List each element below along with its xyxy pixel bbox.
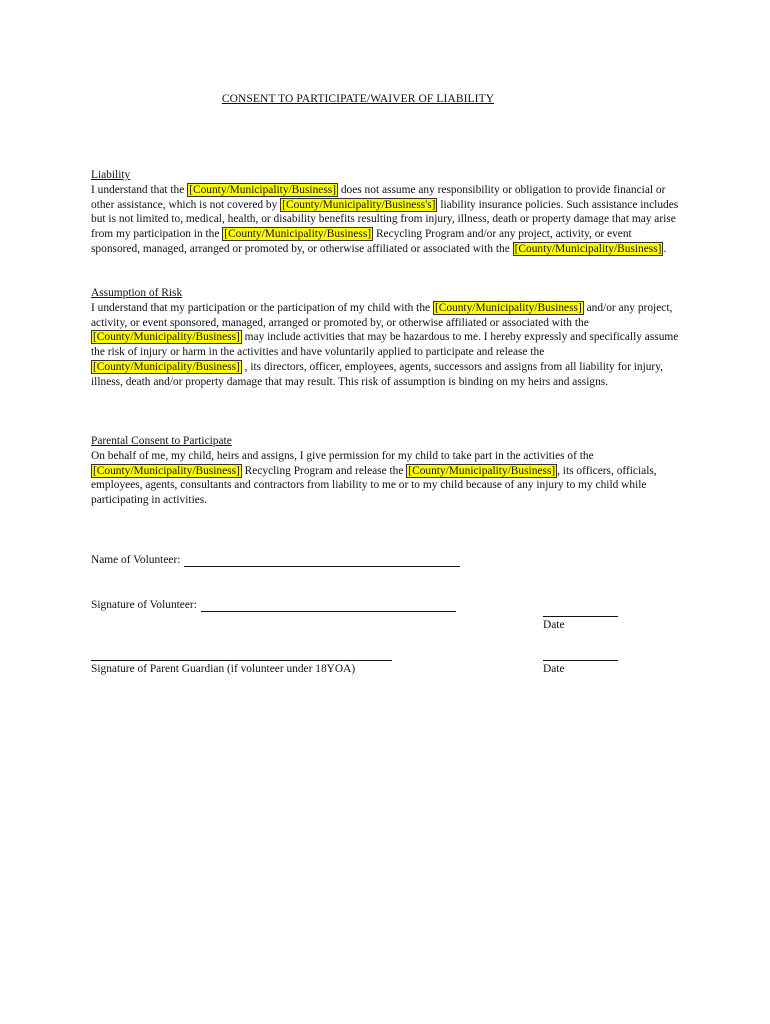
placeholder-highlight[interactable]: [County/Municipality/Business] bbox=[93, 464, 240, 477]
risk-text-3: may include activities that may be hazardous to me. I hereby expressly and specifically assume the risk of injury or harm in the activities and have voluntarily applied to participate and release the bbox=[91, 331, 679, 359]
volunteer-name-label: Name of Volunteer: bbox=[91, 554, 181, 566]
placeholder-highlight[interactable]: [County/Municipality/Business] bbox=[434, 301, 582, 314]
risk-paragraph bbox=[91, 301, 681, 390]
placeholder-highlight[interactable]: [County/Municipality/Business] bbox=[189, 183, 336, 196]
volunteer-date-label: Date bbox=[543, 619, 565, 631]
volunteer-signature-field bbox=[91, 598, 456, 612]
assumption-of-risk-section bbox=[91, 286, 681, 390]
parental-heading: Parental Consent to Participate bbox=[91, 435, 232, 447]
document-title: CONSENT TO PARTICIPATE/WAIVER OF LIABILITY bbox=[221, 93, 495, 105]
risk-text-4: , its directors, officer, employees, agents, successors and assigns from all liability for injury, illness, death and/or property damage that may result. This risk of assumption is binding on my heirs and assigns. bbox=[91, 360, 664, 388]
liability-text-1: I understand that the bbox=[91, 183, 188, 196]
liability-text-3: liability insurance policies. Such assistance includes but is not limited to, medical, health, or disability benefits resulting from injury, illness, death or property damage that may arise from my participation in the bbox=[91, 198, 679, 241]
liability-text-4: Recycling Program and/or any project, activity, or event sponsored, managed, arranged or promoted by, or otherwise affiliated or associated with the bbox=[91, 228, 632, 255]
guardian-date-line[interactable] bbox=[543, 660, 618, 661]
risk-text-2: and/or any project, activity, or event sponsored, managed, arranged or promoted by, or otherwise affiliated or associated with the bbox=[91, 301, 673, 329]
volunteer-signature-line[interactable] bbox=[201, 601, 456, 612]
volunteer-name-field bbox=[91, 553, 460, 567]
liability-text-2: does not assume any responsibility or obligation to provide financial or other assistance, which is not covered by bbox=[91, 183, 666, 211]
parental-text-2: Recycling Program and release the bbox=[241, 464, 407, 477]
placeholder-highlight[interactable]: [County/Municipality/Business] bbox=[224, 228, 372, 241]
placeholder-highlight[interactable]: [County/Municipality/Business] bbox=[408, 464, 556, 477]
guardian-signature-line[interactable] bbox=[91, 660, 392, 661]
parental-text-1: On behalf of me, my child, heirs and assigns, I give permission for my child to take part in the activities of the bbox=[91, 449, 594, 462]
parental-paragraph bbox=[91, 449, 681, 508]
volunteer-name-line[interactable] bbox=[184, 556, 460, 567]
parental-text-3: , its officers, officials, employees, agents, consultants and contractors from liability to me or to my child because of any injury to my child while participating in activities. bbox=[91, 464, 657, 507]
guardian-date-label: Date bbox=[543, 663, 565, 675]
guardian-signature-label: Signature of Parent Guardian (if volunteer under 18YOA) bbox=[91, 663, 356, 675]
volunteer-signature-label: Signature of Volunteer: bbox=[91, 599, 197, 611]
liability-paragraph bbox=[91, 183, 681, 257]
risk-text-1: I understand that my participation or the participation of my child with the bbox=[91, 301, 433, 314]
placeholder-highlight[interactable]: [County/Municipality/Business] bbox=[93, 331, 240, 344]
risk-heading: Assumption of Risk bbox=[91, 287, 183, 299]
liability-heading: Liability bbox=[91, 169, 131, 181]
liability-text-5: . bbox=[663, 242, 667, 255]
placeholder-highlight[interactable]: [County/Municipality/Business] bbox=[93, 360, 240, 373]
placeholder-highlight[interactable]: [County/Municipality/Business] bbox=[514, 242, 662, 255]
placeholder-highlight[interactable]: [County/Municipality/Business's] bbox=[282, 198, 436, 211]
volunteer-date-line[interactable] bbox=[543, 616, 618, 617]
liability-section bbox=[91, 168, 681, 257]
parental-consent-section bbox=[91, 434, 681, 508]
